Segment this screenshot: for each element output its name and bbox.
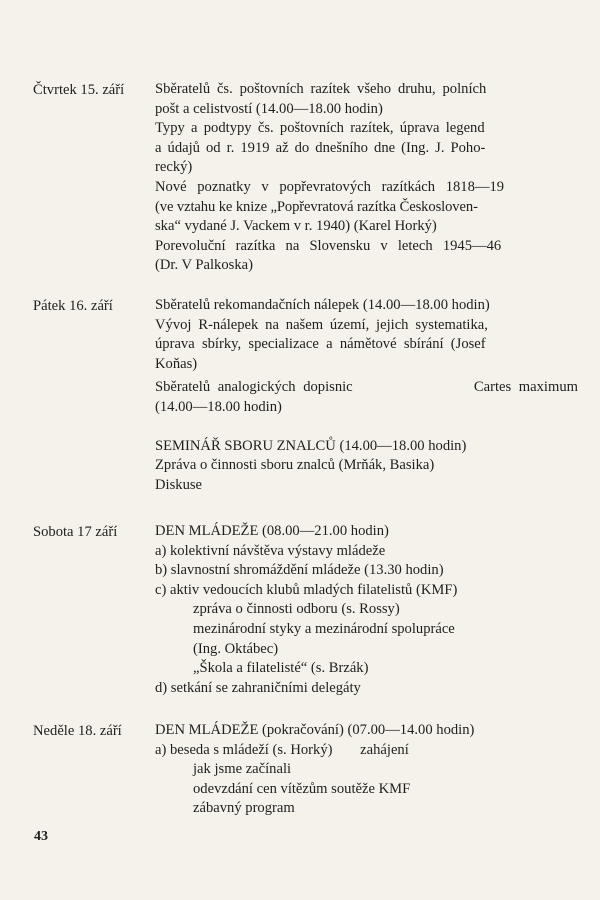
- text-segment: a) beseda s mládeží (s. Horký): [155, 741, 333, 758]
- text-line: a údajů od r. 1919 až do dnešního dne (Ing. J. Poho-: [155, 139, 486, 156]
- text-segment: zahájení: [360, 741, 409, 758]
- text-line: Nové poznatky v popřevratových razítkách 1818—19: [155, 178, 505, 195]
- text-line: Sběratelů čs. poštovních razítek všeho druhu, polních: [155, 81, 487, 97]
- text-line: a) kolektivní návštěva výstavy mládeže: [155, 542, 386, 559]
- text-line: mezinárodní styky a mezinárodní spolupráce: [193, 620, 455, 637]
- text-line: pošt a celistvostí (14.00—18.00 hodin): [155, 100, 383, 117]
- day-content: [155, 522, 578, 698]
- text-line: úprava sbírky, specializace a námětové sbírání (Josef: [155, 336, 486, 353]
- text-line: Sběratelů rekomandačních nálepek (14.00—18.00 hodin): [155, 297, 490, 313]
- day-label: Pátek 16. září: [33, 298, 113, 314]
- text-segment: Sběratelů analogických dopisnic: [155, 379, 353, 396]
- day-content: [155, 296, 578, 495]
- text-line: d) setkání se zahraničními delegáty: [155, 679, 361, 696]
- text-line: (ve vztahu ke knize „Popřevratová razítka Českosloven-: [155, 198, 478, 215]
- text-line: c) aktiv vedoucích klubů mladých filatelistů (KMF): [155, 581, 458, 598]
- text-line: „Škola a filatelisté“ (s. Brzák): [193, 660, 369, 677]
- day-label: Neděle 18. září: [33, 723, 122, 739]
- text-line: (14.00—18.00 hodin): [155, 398, 282, 415]
- text-line: SEMINÁŘ SBORU ZNALCŮ (14.00—18.00 hodin): [155, 437, 467, 454]
- text-line: zábavný program: [193, 800, 295, 817]
- text-segment: Cartes maximum: [473, 379, 578, 396]
- text-line: b) slavnostní shromáždění mládeže (13.30 hodin): [155, 562, 444, 579]
- text-line: jak jsme začínali: [193, 761, 292, 778]
- text-line: DEN MLÁDEŽE (pokračování) (07.00—14.00 hodin): [155, 722, 475, 738]
- day-label: Sobota 17 září: [33, 524, 118, 540]
- page-number: 43: [34, 829, 48, 844]
- text-line: Diskuse: [155, 476, 203, 493]
- text-line: recký): [155, 159, 193, 176]
- text-line: Typy a podtypy čs. poštovních razítek, úprava legend: [155, 120, 485, 137]
- text-line: Zpráva o činnosti sboru znalců (Mrňák, Basika): [155, 457, 435, 474]
- text-line: Koňas): [155, 355, 198, 372]
- text-line: ska“ vydané J. Vackem v r. 1940) (Karel Horký): [155, 218, 437, 235]
- text-line: [155, 741, 578, 761]
- day-content: [155, 80, 578, 276]
- text-line: (Dr. V Palkoska): [155, 257, 253, 274]
- day-label: Čtvrtek 15. září: [33, 82, 125, 98]
- text-line: odevzdání cen vítězům soutěže KMF: [193, 780, 411, 797]
- day-content: [155, 721, 578, 819]
- text-line: Vývoj R-nálepek na našem území, jejich systematika,: [155, 316, 488, 333]
- text-line: Porevoluční razítka na Slovensku v letech 1945—46: [155, 237, 502, 254]
- text-line: DEN MLÁDEŽE (08.00—21.00 hodin): [155, 523, 389, 539]
- text-line: zpráva o činnosti odboru (s. Rossy): [193, 601, 400, 618]
- text-line: (Ing. Oktábec): [193, 640, 279, 657]
- text-line: [155, 378, 578, 398]
